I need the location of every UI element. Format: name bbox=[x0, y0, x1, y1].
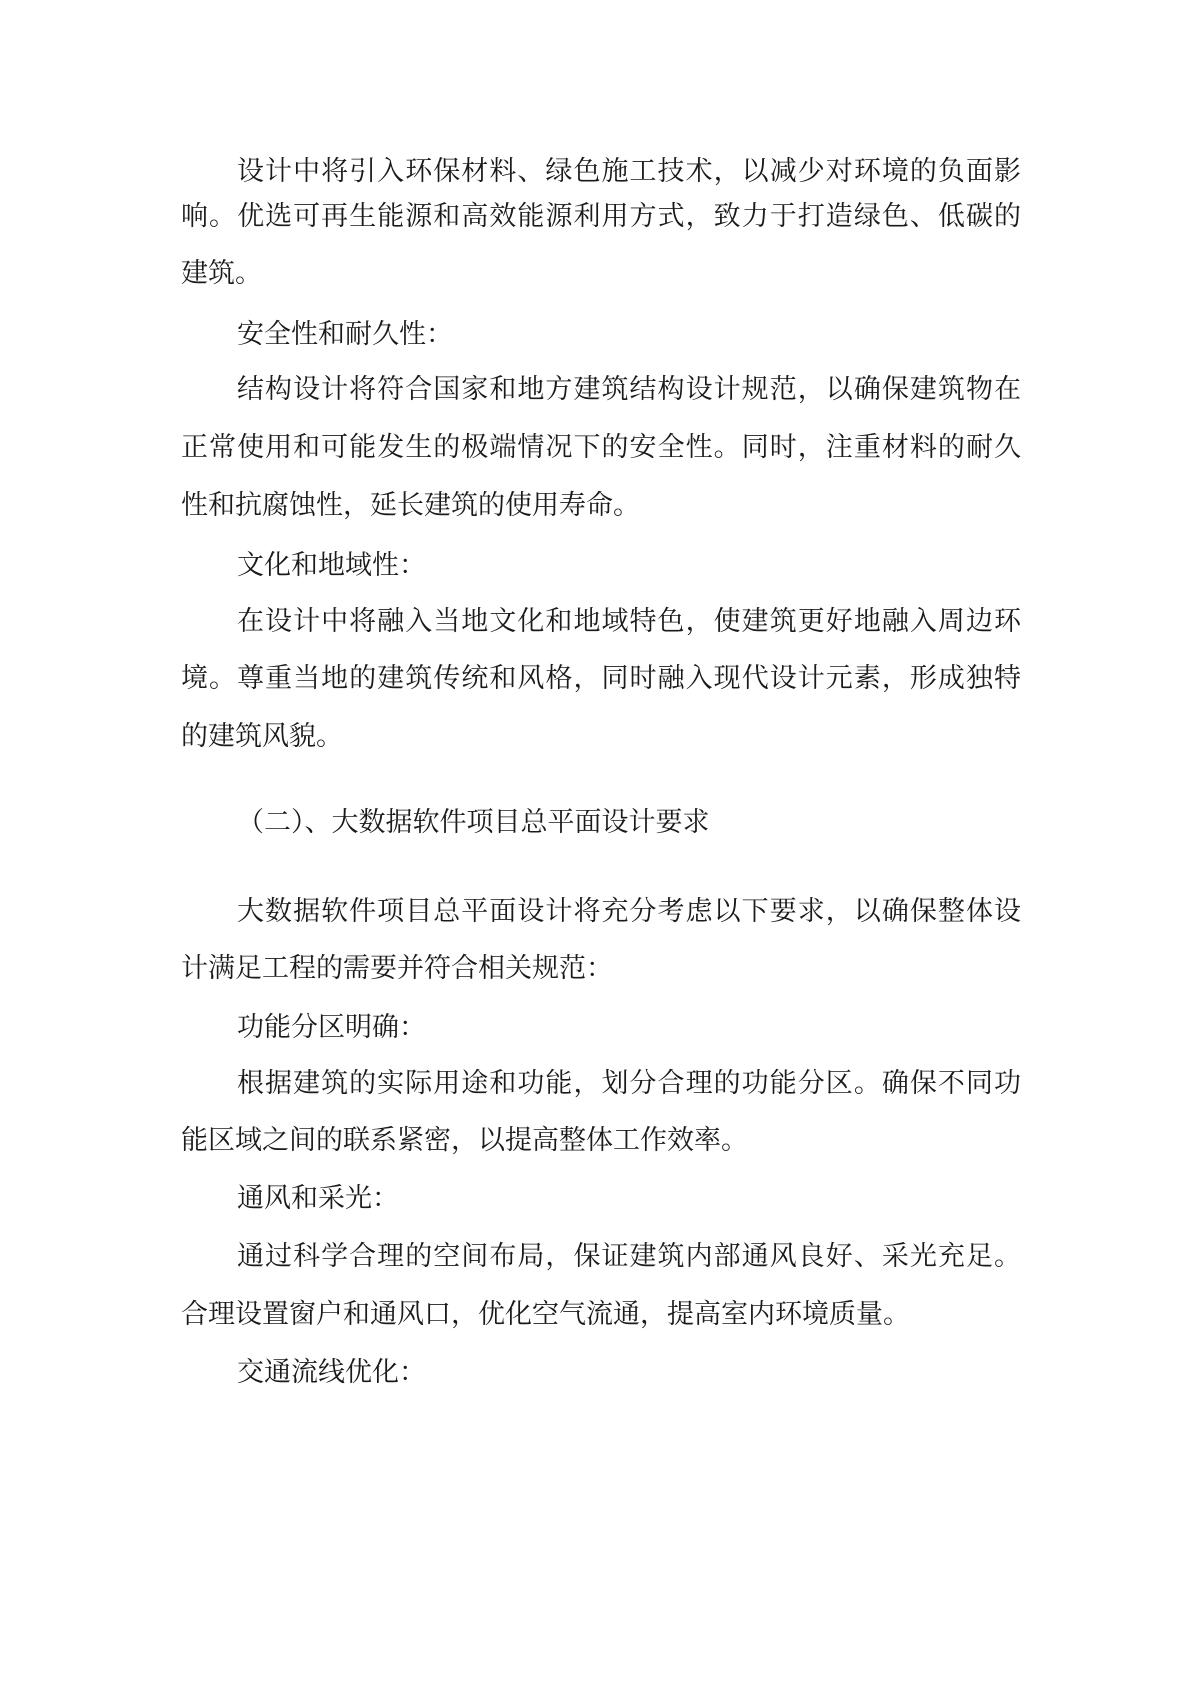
paragraph-line: 能区域之间的联系紧密，以提高整体工作效率。 bbox=[181, 1125, 748, 1156]
paragraph-line: 大数据软件项目总平面设计将充分考虑以下要求，以确保整体设 bbox=[237, 896, 1021, 927]
paragraph-line: 根据建筑的实际用途和功能，划分合理的功能分区。确保不同功 bbox=[237, 1068, 1021, 1099]
paragraph-line: 合理设置窗户和通风口，优化空气流通，提高室内环境质量。 bbox=[181, 1299, 910, 1330]
paragraph-line: 境。尊重当地的建筑传统和风格，同时融入现代设计元素，形成独特 bbox=[181, 663, 1021, 694]
paragraph-line: 设计中将引入环保材料、绿色施工技术，以减少对环境的负面影 bbox=[237, 156, 1021, 187]
paragraph-line: 建筑。 bbox=[181, 258, 262, 289]
paragraph-line: 正常使用和可能发生的极端情况下的安全性。同时，注重材料的耐久 bbox=[181, 432, 1021, 463]
paragraph-line: 在设计中将融入当地文化和地域特色，使建筑更好地融入周边环 bbox=[237, 606, 1021, 637]
paragraph-line: 结构设计将符合国家和地方建筑结构设计规范，以确保建筑物在 bbox=[237, 374, 1021, 405]
section-heading: 文化和地域性： bbox=[237, 550, 426, 581]
paragraph-line: 通过科学合理的空间布局，保证建筑内部通风良好、采光充足。 bbox=[237, 1241, 1021, 1272]
section-title: （二）、大数据软件项目总平面设计要求 bbox=[237, 807, 710, 838]
paragraph-line: 性和抗腐蚀性，延长建筑的使用寿命。 bbox=[181, 490, 640, 521]
paragraph-line: 的建筑风貌。 bbox=[181, 721, 343, 752]
section-heading: 交通流线优化： bbox=[237, 1357, 426, 1388]
paragraph-line: 计满足工程的需要并符合相关规范： bbox=[181, 953, 613, 984]
section-heading: 功能分区明确： bbox=[237, 1012, 426, 1043]
paragraph-line: 响。优选可再生能源和高效能源利用方式，致力于打造绿色、低碳的 bbox=[181, 201, 1021, 232]
section-heading: 安全性和耐久性： bbox=[237, 319, 453, 350]
section-heading: 通风和采光： bbox=[237, 1183, 399, 1214]
